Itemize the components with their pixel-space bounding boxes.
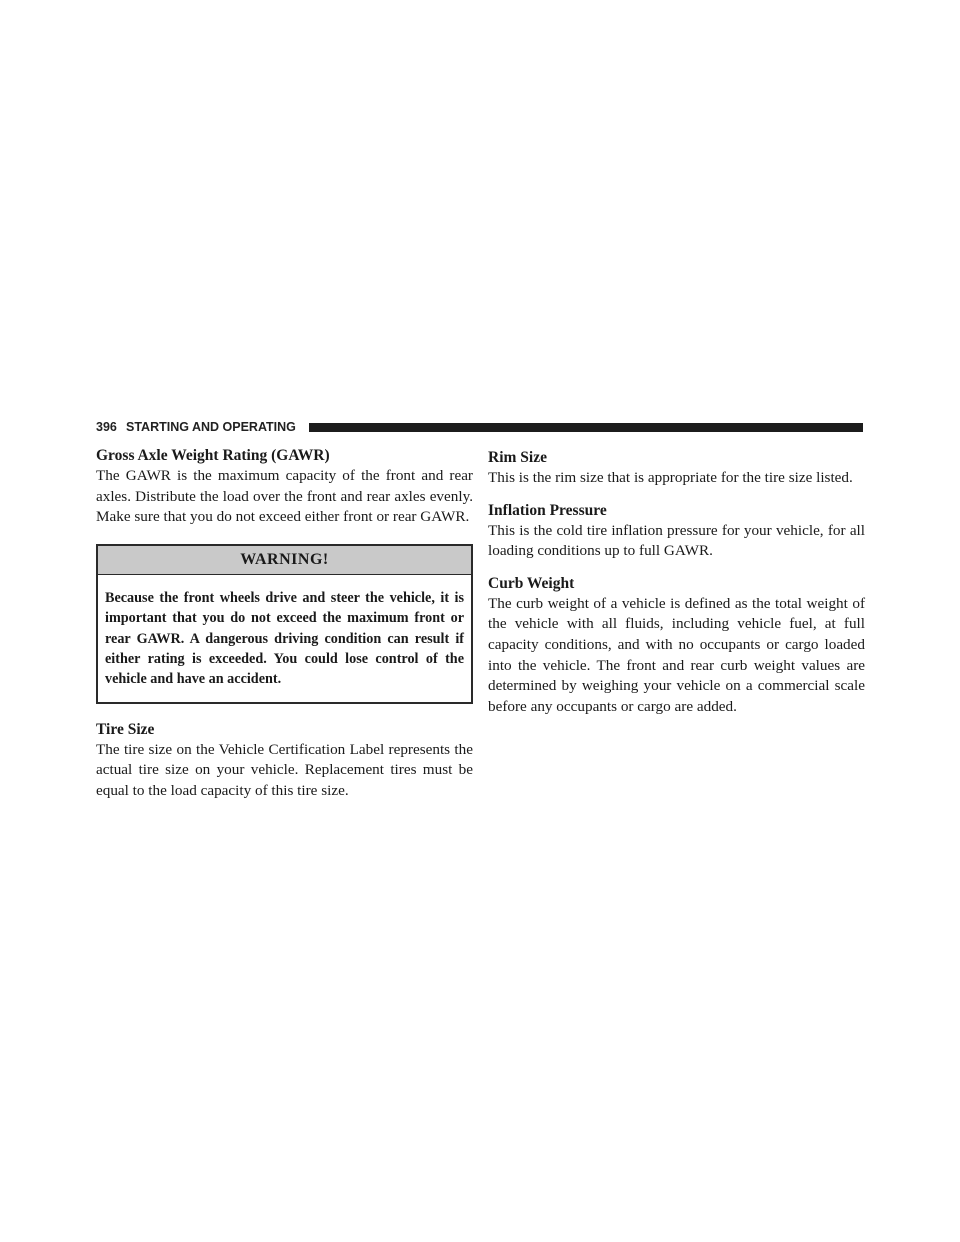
right-column [488,448,865,729]
inflation-pressure-section [488,501,865,562]
gawr-heading: Gross Axle Weight Rating (GAWR) [96,447,330,464]
section-title: STARTING AND OPERATING [126,420,296,434]
warning-box [96,544,473,704]
rim-size-section [488,448,865,489]
warning-body: Because the front wheels drive and steer the vehicle, it is important that you do not exceed the maximum front or rear GAWR. A dangerous driving condition can result if either rating is exceeded. You could lose control of the vehicle and have an accident. [105,589,464,688]
header-rule [309,423,863,432]
curb-weight-section [488,574,865,718]
gawr-body: The GAWR is the maximum capacity of the front and rear axles. Distribute the load over the front and rear axles evenly. Make sure that you do not exceed either front or rear GAWR. [96,467,473,526]
gawr-section [96,446,473,528]
rim-size-heading: Rim Size [488,449,547,466]
curb-weight-body: The curb weight of a vehicle is defined as the total weight of the vehicle with all fluids, including vehicle fuel, at full capacity conditions, and with no occupants or cargo loaded into the vehicle. The front and rear curb weight values are determined by weighing your vehicle on a commercial scale before any occupants or cargo are added. [488,594,865,715]
page-header [96,417,863,439]
rim-size-body: This is the rim size that is appropriate for the tire size listed. [488,469,853,486]
tire-size-section [96,720,473,802]
page-number: 396 [96,420,117,434]
left-column [96,446,473,812]
warning-title: WARNING! [98,546,471,575]
inflation-pressure-body: This is the cold tire inflation pressure for your vehicle, for all loading conditions up to full GAWR. [488,521,865,560]
tire-size-heading: Tire Size [96,720,155,738]
curb-weight-heading: Curb Weight [488,574,575,592]
tire-size-body: The tire size on the Vehicle Certification Label represents the actual tire size on your vehicle. Replacement tires must be equal to the load capacity of this tire size. [96,740,473,799]
inflation-pressure-heading: Inflation Pressure [488,501,607,519]
